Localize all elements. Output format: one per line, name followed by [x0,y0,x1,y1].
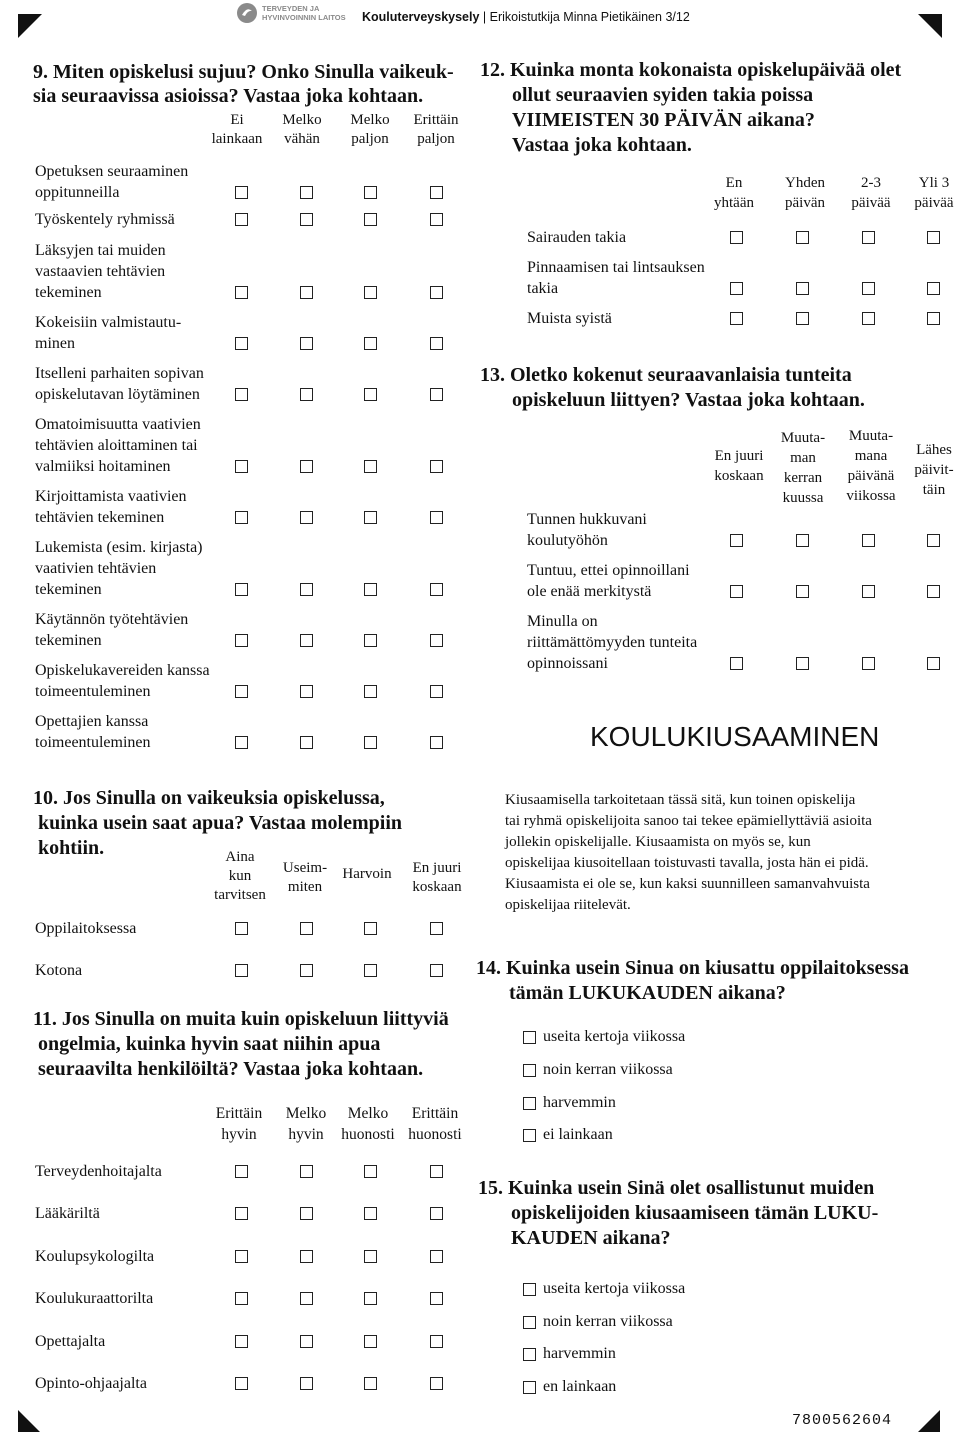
q10-col-2: Harvoin [342,866,392,882]
q12-item-0-checkbox-2[interactable] [862,231,875,244]
q9-item-9-checkbox-1[interactable] [300,685,313,698]
q11-item-4-checkbox-0[interactable] [235,1335,248,1348]
registration-mark-top-left [18,14,42,38]
q13-col-1: Muuta- man kerran kuussa [780,430,826,506]
q9-item-label: Kokeisiin valmistautu- minen [35,314,182,352]
header-authors: Erikoistutkija Minna Pietikäinen [489,10,662,24]
q12-item-1-checkbox-3[interactable] [927,282,940,295]
q11-item-3-checkbox-1[interactable] [300,1292,313,1305]
q11-col-2: Melko huonosti [341,1105,395,1143]
q9-item-label: Lukemista (esim. kirjasta) vaativien tehtävien tekeminen [35,539,203,598]
q15-option-0-label: useita kertoja viikossa [543,1280,686,1297]
q13-item-0-checkbox-3[interactable] [927,534,940,547]
q15-option-3-checkbox[interactable] [523,1381,536,1394]
q9-item-3-checkbox-0[interactable] [235,337,248,350]
q9-item-9-checkbox-0[interactable] [235,685,248,698]
q13-title: 13. Oletko kokenut seuraavanlaisia tunteita opiskeluun liittyen? Vastaa joka kohtaan. [480,364,865,411]
q9-item-9-checkbox-3[interactable] [430,685,443,698]
q12-title: 12. Kuinka monta kokonaista opiskelupäivää olet ollut seuraavien syiden takia poissa VIIMEISTEN 30 PÄIVÄN aikana? Vastaa joka kohtaan. [480,59,902,156]
registration-mark-top-right [918,14,942,38]
q11-item-1-checkbox-3[interactable] [430,1207,443,1220]
q12-item-1-checkbox-2[interactable] [862,282,875,295]
q9-item-2-checkbox-0[interactable] [235,286,248,299]
q15-option-1-label: noin kerran viikossa [543,1313,673,1330]
q9-item-8-checkbox-1[interactable] [300,634,313,647]
q12-col-3: Yli 3 päivää [914,175,954,211]
q13-col-0: En juuri koskaan [714,448,764,484]
q9-col-0: Ei lainkaan [211,112,263,147]
q13-col-2: Muuta- mana päivänä viikossa [846,428,896,504]
q9-item-7-checkbox-1[interactable] [300,583,313,596]
q10-title: 10. Jos Sinulla on vaikeuksia opiskelussa, kuinka usein saat apua? Vastaa molempiin kohtiin. [33,787,403,859]
q9-item-0-checkbox-0[interactable] [235,186,248,199]
q15-option-2-label: harvemmin [543,1345,616,1362]
q11-item-3-checkbox-0[interactable] [235,1292,248,1305]
q13-col-3: Lähes päivit- täin [914,442,954,498]
q12-item-0-checkbox-1[interactable] [796,231,809,244]
q12-col-1: Yhden päivän [785,175,825,211]
q9-item-1-checkbox-0[interactable] [235,213,248,226]
q11-col-1: Melko hyvin [285,1105,327,1143]
q12-item-0-checkbox-3[interactable] [927,231,940,244]
q13-item-0-checkbox-1[interactable] [796,534,809,547]
q11-item-4-checkbox-3[interactable] [430,1335,443,1348]
q9-col-2: Melko paljon [350,112,390,147]
q11-item-1-checkbox-1[interactable] [300,1207,313,1220]
q13-item-1-checkbox-0[interactable] [730,585,743,598]
q11-item-label: Opinto-ohjaajalta [35,1375,147,1392]
q13-item-0-checkbox-2[interactable] [862,534,875,547]
survey-title: Kouluterveyskysely [362,10,480,24]
page-number: 3/12 [665,10,690,24]
q10-item-1-checkbox-2[interactable] [364,964,377,977]
q9-item-7-checkbox-3[interactable] [430,583,443,596]
q12-item-2-checkbox-3[interactable] [927,312,940,325]
q9-item-label: Itselleni parhaiten sopivan opiskelutavan löytäminen [35,365,204,403]
q9-item-9-checkbox-2[interactable] [364,685,377,698]
q13-item-1-checkbox-3[interactable] [927,585,940,598]
page-header: Kouluterveyskysely | Erikoistutkija Minna Pietikäinen 3/12 [362,10,690,24]
q12-item-1-checkbox-0[interactable] [730,282,743,295]
q9-item-3-checkbox-3[interactable] [430,337,443,350]
q13-item-label: Minulla on riittämättömyyden tunteita opinnoissani [527,613,698,672]
q9-item-7-checkbox-0[interactable] [235,583,248,596]
q10-item-0-checkbox-1[interactable] [300,922,313,935]
q11-col-3: Erittäin huonosti [408,1105,462,1143]
q11-item-label: Lääkäriltä [35,1205,100,1222]
q13-item-2-checkbox-0[interactable] [730,657,743,670]
q14-option-1-checkbox[interactable] [523,1064,536,1077]
q13-item-label: Tuntuu, ettei opinnoillani ole enää merkitystä [527,562,690,600]
q11-item-label: Terveydenhoitajalta [35,1163,162,1180]
q11-item-0-checkbox-2[interactable] [364,1165,377,1178]
q13-item-label: Tunnen hukkuvani koulutyöhön [527,511,647,549]
q9-item-0-checkbox-1[interactable] [300,186,313,199]
q13-item-0-checkbox-0[interactable] [730,534,743,547]
q11-item-3-checkbox-3[interactable] [430,1292,443,1305]
q10-item-0-checkbox-2[interactable] [364,922,377,935]
q9-item-6-checkbox-1[interactable] [300,511,313,524]
q9-item-1-checkbox-2[interactable] [364,213,377,226]
q9-item-7-checkbox-2[interactable] [364,583,377,596]
q9-item-10-checkbox-3[interactable] [430,736,443,749]
q12-item-label: Pinnaamisen tai lintsauksen takia [527,259,705,297]
q10-item-0-checkbox-0[interactable] [235,922,248,935]
q15-option-0-checkbox[interactable] [523,1283,536,1296]
q9-item-5-checkbox-0[interactable] [235,460,248,473]
q9-item-4-checkbox-2[interactable] [364,388,377,401]
thl-logo-icon [236,2,258,24]
q11-item-4-checkbox-2[interactable] [364,1335,377,1348]
q9-item-8-checkbox-3[interactable] [430,634,443,647]
q11-item-3-checkbox-2[interactable] [364,1292,377,1305]
q9-item-5-checkbox-3[interactable] [430,460,443,473]
q12-item-2-checkbox-2[interactable] [862,312,875,325]
q15-option-3-label: en lainkaan [543,1378,617,1395]
q9-item-1-checkbox-1[interactable] [300,213,313,226]
q13-item-1-checkbox-2[interactable] [862,585,875,598]
q9-item-0-checkbox-2[interactable] [364,186,377,199]
q13-item-2-checkbox-1[interactable] [796,657,809,670]
q9-item-5-checkbox-1[interactable] [300,460,313,473]
q9-item-5-checkbox-2[interactable] [364,460,377,473]
q10-item-0-checkbox-3[interactable] [430,922,443,935]
q11-title: 11. Jos Sinulla on muita kuin opiskeluun liittyviä ongelmia, kuinka hyvin saat niihin apua seuraavilta henkilöiltä? Vastaa joka kohtaan. [33,1008,449,1080]
q12-col-2: 2-3 päivää [851,175,891,211]
q9-item-2-checkbox-1[interactable] [300,286,313,299]
q11-item-5-checkbox-3[interactable] [430,1377,443,1390]
q9-item-6-checkbox-2[interactable] [364,511,377,524]
q11-item-2-checkbox-1[interactable] [300,1250,313,1263]
thl-logo [236,2,356,24]
q10-item-label: Oppilaitoksessa [35,920,137,937]
q9-item-label: Läksyjen tai muiden vastaavien tehtävien tekeminen [35,242,166,301]
q9-item-8-checkbox-2[interactable] [364,634,377,647]
q12-item-0-checkbox-0[interactable] [730,231,743,244]
q11-item-5-checkbox-0[interactable] [235,1377,248,1390]
q9-item-6-checkbox-0[interactable] [235,511,248,524]
q11-item-label: Koulupsykologilta [35,1248,155,1265]
q13-item-1-checkbox-1[interactable] [796,585,809,598]
q9-item-label: Opiskelukavereiden kanssa toimeentuleminen [35,662,210,700]
q9-item-4-checkbox-0[interactable] [235,388,248,401]
registration-mark-bottom-left [18,1410,40,1432]
q14-option-1-label: noin kerran viikossa [543,1061,673,1078]
q10-item-1-checkbox-3[interactable] [430,964,443,977]
q11-item-label: Opettajalta [35,1333,106,1350]
q12-col-0: En yhtään [714,175,754,211]
q9-item-10-checkbox-1[interactable] [300,736,313,749]
q11-item-1-checkbox-2[interactable] [364,1207,377,1220]
q11-item-2-checkbox-0[interactable] [235,1250,248,1263]
thl-logo-text: TERVEYDEN JA HYVINVOINNIN LAITOS [262,4,346,22]
q14-option-2-label: harvemmin [543,1094,616,1111]
q10-col-0: Aina kun tarvitsen [214,849,266,903]
q13-item-2-checkbox-3[interactable] [927,657,940,670]
section-paragraph: Kiusaamisella tarkoitetaan tässä sitä, kun toinen opiskelija tai ryhmä opiskelijoita sanoo tai tekee epämiellyttäviä asioita jollekin opiskelijalle. Kiusaamista on myös se, kun opiskelijaa kiusoitellaan toistuvasti tavalla, josta hän ei pidä. Kiusaamista ei ole se, kun kaksi suunnilleen samanvahvuista opiskelijaa riitelevät. [505,792,872,913]
form-code: 7800562604 [792,1412,893,1429]
q12-item-2-checkbox-1[interactable] [796,312,809,325]
q14-option-3-checkbox[interactable] [523,1129,536,1142]
q10-item-1-checkbox-1[interactable] [300,964,313,977]
q9-item-10-checkbox-2[interactable] [364,736,377,749]
q15-option-1-checkbox[interactable] [523,1316,536,1329]
registration-mark-bottom-right [918,1410,940,1432]
q9-item-label: Opettajien kanssa toimeentuleminen [35,713,151,751]
q9-item-8-checkbox-0[interactable] [235,634,248,647]
q11-item-label: Koulukuraattorilta [35,1290,154,1307]
q9-item-3-checkbox-1[interactable] [300,337,313,350]
q9-title: 9. Miten opiskelusi sujuu? Onko Sinulla vaikeuk- sia seuraavissa asioissa? Vastaa joka kohtaan. [33,61,454,107]
q11-item-5-checkbox-1[interactable] [300,1377,313,1390]
q10-col-1: Useim- miten [282,860,328,895]
q14-option-0-checkbox[interactable] [523,1031,536,1044]
q14-title: 14. Kuinka usein Sinua on kiusattu oppilaitoksessa tämän LUKUKAUDEN aikana? [476,957,909,1004]
q11-item-1-checkbox-0[interactable] [235,1207,248,1220]
q9-item-6-checkbox-3[interactable] [430,511,443,524]
q9-item-label: Käytännön työtehtävien tekeminen [35,611,189,649]
q10-item-label: Kotona [35,962,83,979]
q9-item-2-checkbox-2[interactable] [364,286,377,299]
q9-item-label: Kirjoittamista vaativien tehtävien tekeminen [35,488,187,526]
q10-col-3: En juuri koskaan [412,860,462,895]
q12-item-2-checkbox-0[interactable] [730,312,743,325]
q9-item-1-checkbox-3[interactable] [430,213,443,226]
q9-item-label: Omatoimisuutta vaativien tehtävien aloittaminen tai valmiiksi hoitaminen [35,416,201,475]
q12-item-label: Sairauden takia [527,229,627,246]
q12-item-1-checkbox-1[interactable] [796,282,809,295]
q9-item-3-checkbox-2[interactable] [364,337,377,350]
q14-option-3-label: ei lainkaan [543,1126,613,1143]
q9-item-label: Opetuksen seuraaminen oppitunneilla [35,163,189,201]
q11-col-0: Erittäin hyvin [215,1105,263,1143]
q14-option-2-checkbox[interactable] [523,1097,536,1110]
q9-col-1: Melko vähän [282,112,322,147]
q9-item-0-checkbox-3[interactable] [430,186,443,199]
q11-item-5-checkbox-2[interactable] [364,1377,377,1390]
q11-item-0-checkbox-0[interactable] [235,1165,248,1178]
q9-item-2-checkbox-3[interactable] [430,286,443,299]
q15-title: 15. Kuinka usein Sinä olet osallistunut muiden opiskelijoiden kiusaamiseen tämän LUKU- KAUDEN aikana? [478,1177,879,1249]
q13-item-2-checkbox-2[interactable] [862,657,875,670]
section-title: KOULUKIUSAAMINEN [590,721,880,752]
q9-item-4-checkbox-3[interactable] [430,388,443,401]
q15-option-2-checkbox[interactable] [523,1348,536,1361]
q11-item-0-checkbox-1[interactable] [300,1165,313,1178]
q9-item-label: Työskentely ryhmissä [35,211,175,228]
q14-option-0-label: useita kertoja viikossa [543,1028,686,1045]
q10-item-1-checkbox-0[interactable] [235,964,248,977]
q12-item-label: Muista syistä [527,310,612,327]
q11-item-0-checkbox-3[interactable] [430,1165,443,1178]
q9-col-3: Erittäin paljon [413,112,459,147]
q11-item-4-checkbox-1[interactable] [300,1335,313,1348]
q9-item-10-checkbox-0[interactable] [235,736,248,749]
q11-item-2-checkbox-2[interactable] [364,1250,377,1263]
q11-item-2-checkbox-3[interactable] [430,1250,443,1263]
q9-item-4-checkbox-1[interactable] [300,388,313,401]
